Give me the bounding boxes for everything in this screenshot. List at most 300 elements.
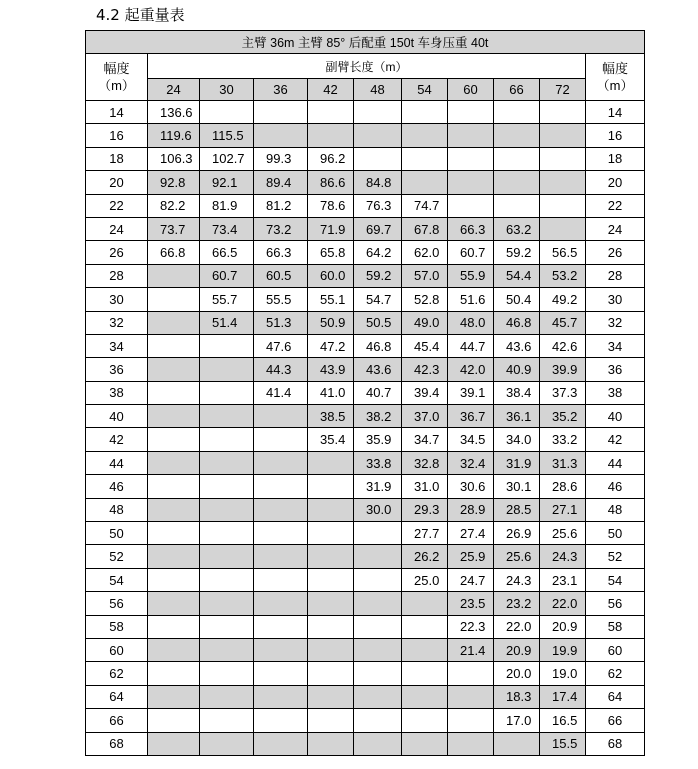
table-row	[86, 498, 645, 521]
radius-cell-left: 56	[86, 592, 148, 615]
load-value-cell: 78.6	[308, 194, 354, 217]
load-value-cell: 106.3	[148, 147, 200, 170]
radius-cell-right: 68	[586, 732, 645, 755]
load-value-cell: 60.0	[308, 264, 354, 287]
load-value-cell	[148, 685, 200, 708]
load-value-cell: 35.9	[354, 428, 402, 451]
load-value-cell	[148, 709, 200, 732]
load-value-cell: 60.5	[254, 264, 308, 287]
radius-cell-right: 64	[586, 685, 645, 708]
load-value-cell: 71.9	[308, 217, 354, 240]
load-value-cell	[354, 124, 402, 147]
load-value-cell	[540, 194, 586, 217]
load-value-cell	[308, 498, 354, 521]
radius-cell-right: 38	[586, 381, 645, 404]
load-value-cell	[494, 194, 540, 217]
load-value-cell: 86.6	[308, 171, 354, 194]
load-value-cell: 25.6	[494, 545, 540, 568]
load-value-cell: 27.7	[402, 522, 448, 545]
load-value-cell	[494, 124, 540, 147]
radius-cell-right: 60	[586, 638, 645, 661]
radius-cell-left: 62	[86, 662, 148, 685]
load-value-cell: 54.7	[354, 288, 402, 311]
table-row	[86, 709, 645, 732]
load-value-cell	[148, 381, 200, 404]
radius-cell-right: 14	[586, 101, 645, 124]
radius-cell-left: 58	[86, 615, 148, 638]
load-value-cell	[200, 615, 254, 638]
load-value-cell	[402, 662, 448, 685]
radius-cell-right: 62	[586, 662, 645, 685]
radius-cell-left: 38	[86, 381, 148, 404]
jib-length-header: 副臂长度（m）	[148, 54, 586, 79]
radius-cell-left: 54	[86, 568, 148, 591]
load-value-cell	[402, 685, 448, 708]
load-value-cell: 34.0	[494, 428, 540, 451]
load-value-cell: 18.3	[494, 685, 540, 708]
load-value-cell: 64.2	[354, 241, 402, 264]
radius-cell-left: 20	[86, 171, 148, 194]
load-value-cell: 55.9	[448, 264, 494, 287]
load-value-cell	[254, 685, 308, 708]
load-value-cell: 50.5	[354, 311, 402, 334]
load-value-cell: 25.0	[402, 568, 448, 591]
table-row	[86, 475, 645, 498]
load-value-cell: 26.2	[402, 545, 448, 568]
table-row	[86, 334, 645, 357]
table-row	[86, 217, 645, 240]
radius-cell-left: 22	[86, 194, 148, 217]
radius-cell-left: 50	[86, 522, 148, 545]
radius-cell-right: 54	[586, 568, 645, 591]
load-value-cell	[200, 101, 254, 124]
load-value-cell: 31.3	[540, 451, 586, 474]
load-value-cell	[254, 428, 308, 451]
load-value-cell	[448, 662, 494, 685]
radius-cell-right: 36	[586, 358, 645, 381]
load-value-cell: 34.5	[448, 428, 494, 451]
radius-cell-left: 24	[86, 217, 148, 240]
load-value-cell: 50.9	[308, 311, 354, 334]
load-value-cell: 41.4	[254, 381, 308, 404]
load-value-cell: 31.0	[402, 475, 448, 498]
load-value-cell	[200, 451, 254, 474]
load-value-cell	[254, 451, 308, 474]
load-value-cell	[354, 662, 402, 685]
load-value-cell: 33.2	[540, 428, 586, 451]
load-value-cell: 17.4	[540, 685, 586, 708]
load-value-cell: 63.2	[494, 217, 540, 240]
load-value-cell	[402, 615, 448, 638]
load-value-cell	[254, 475, 308, 498]
load-value-cell: 38.5	[308, 405, 354, 428]
load-value-cell: 16.5	[540, 709, 586, 732]
load-value-cell: 89.4	[254, 171, 308, 194]
load-value-cell: 115.5	[200, 124, 254, 147]
radius-header-unit: （m）	[98, 78, 135, 93]
radius-cell-right: 56	[586, 592, 645, 615]
radius-cell-left: 18	[86, 147, 148, 170]
load-value-cell	[448, 124, 494, 147]
load-value-cell: 82.2	[148, 194, 200, 217]
load-value-cell	[254, 101, 308, 124]
load-value-cell	[254, 405, 308, 428]
load-value-cell	[402, 709, 448, 732]
load-value-cell: 30.1	[494, 475, 540, 498]
load-value-cell	[402, 147, 448, 170]
load-value-cell: 35.4	[308, 428, 354, 451]
jib-length-cell: 72	[540, 79, 586, 101]
load-value-cell: 92.1	[200, 171, 254, 194]
load-value-cell: 73.2	[254, 217, 308, 240]
load-value-cell: 31.9	[354, 475, 402, 498]
load-value-cell	[254, 545, 308, 568]
load-value-cell	[148, 545, 200, 568]
load-value-cell: 23.1	[540, 568, 586, 591]
table-row	[86, 615, 645, 638]
radius-cell-left: 26	[86, 241, 148, 264]
load-value-cell: 55.7	[200, 288, 254, 311]
load-value-cell: 44.7	[448, 334, 494, 357]
jib-length-cell: 60	[448, 79, 494, 101]
load-value-cell: 50.4	[494, 288, 540, 311]
load-value-cell	[402, 592, 448, 615]
radius-cell-left: 30	[86, 288, 148, 311]
load-value-cell: 45.4	[402, 334, 448, 357]
table-row	[86, 428, 645, 451]
load-value-cell: 57.0	[402, 264, 448, 287]
radius-cell-left: 16	[86, 124, 148, 147]
radius-cell-right: 48	[586, 498, 645, 521]
load-value-cell: 24.3	[540, 545, 586, 568]
table-row	[86, 288, 645, 311]
load-value-cell	[354, 709, 402, 732]
load-value-cell	[254, 709, 308, 732]
table-row	[86, 101, 645, 124]
radius-cell-left: 44	[86, 451, 148, 474]
table-row	[86, 451, 645, 474]
jib-length-cell: 48	[354, 79, 402, 101]
load-value-cell: 73.7	[148, 217, 200, 240]
radius-header-unit: （m）	[596, 78, 634, 93]
load-value-cell: 28.5	[494, 498, 540, 521]
load-value-cell: 36.1	[494, 405, 540, 428]
load-value-cell	[354, 568, 402, 591]
load-value-cell: 36.7	[448, 405, 494, 428]
load-value-cell: 60.7	[200, 264, 254, 287]
table-row	[86, 662, 645, 685]
load-value-cell: 66.3	[448, 217, 494, 240]
radius-cell-left: 46	[86, 475, 148, 498]
load-value-cell: 43.6	[494, 334, 540, 357]
load-value-cell: 81.9	[200, 194, 254, 217]
load-value-cell	[148, 592, 200, 615]
load-value-cell: 66.3	[254, 241, 308, 264]
load-value-cell	[200, 545, 254, 568]
load-value-cell: 60.7	[448, 241, 494, 264]
radius-cell-right: 50	[586, 522, 645, 545]
load-value-cell: 32.8	[402, 451, 448, 474]
load-value-cell: 44.3	[254, 358, 308, 381]
load-value-cell: 69.7	[354, 217, 402, 240]
load-value-cell	[402, 171, 448, 194]
load-value-cell: 30.0	[354, 498, 402, 521]
load-value-cell: 51.4	[200, 311, 254, 334]
load-value-cell	[254, 638, 308, 661]
table-row	[86, 592, 645, 615]
load-value-cell: 22.0	[494, 615, 540, 638]
load-value-cell: 52.8	[402, 288, 448, 311]
jib-length-cell: 36	[254, 79, 308, 101]
load-value-cell	[448, 732, 494, 755]
radius-cell-right: 20	[586, 171, 645, 194]
load-value-cell	[354, 147, 402, 170]
radius-cell-left: 34	[86, 334, 148, 357]
table-row	[86, 171, 645, 194]
table-row	[86, 241, 645, 264]
table-row	[86, 545, 645, 568]
load-value-cell	[200, 498, 254, 521]
load-value-cell: 40.9	[494, 358, 540, 381]
radius-header-label: 幅度	[602, 61, 629, 76]
load-value-cell: 37.0	[402, 405, 448, 428]
load-value-cell: 49.0	[402, 311, 448, 334]
load-value-cell: 62.0	[402, 241, 448, 264]
jib-length-cell: 54	[402, 79, 448, 101]
load-value-cell: 76.3	[354, 194, 402, 217]
radius-cell-left: 66	[86, 709, 148, 732]
load-value-cell: 42.0	[448, 358, 494, 381]
load-value-cell: 55.5	[254, 288, 308, 311]
load-value-cell	[200, 334, 254, 357]
load-value-cell: 30.6	[448, 475, 494, 498]
load-value-cell: 41.0	[308, 381, 354, 404]
load-value-cell	[148, 498, 200, 521]
load-value-cell	[200, 662, 254, 685]
load-value-cell	[200, 568, 254, 591]
load-value-cell	[308, 709, 354, 732]
load-value-cell	[148, 358, 200, 381]
table-row	[86, 358, 645, 381]
radius-cell-right: 22	[586, 194, 645, 217]
load-value-cell: 33.8	[354, 451, 402, 474]
load-value-cell: 54.4	[494, 264, 540, 287]
load-value-cell: 20.9	[494, 638, 540, 661]
load-value-cell: 24.7	[448, 568, 494, 591]
load-value-cell: 51.6	[448, 288, 494, 311]
load-value-cell	[354, 101, 402, 124]
load-value-cell	[148, 615, 200, 638]
radius-cell-left: 40	[86, 405, 148, 428]
load-value-cell	[308, 568, 354, 591]
radius-header-left	[86, 54, 148, 101]
jib-length-cell: 66	[494, 79, 540, 101]
table-row	[86, 264, 645, 287]
table-row	[86, 732, 645, 755]
load-value-cell	[200, 358, 254, 381]
header-row	[86, 54, 645, 79]
radius-cell-right: 16	[586, 124, 645, 147]
load-value-cell: 23.2	[494, 592, 540, 615]
table-caption: 主臂 36m 主臂 85° 后配重 150t 车身压重 40t	[86, 31, 645, 54]
load-value-cell: 17.0	[494, 709, 540, 732]
load-value-cell: 26.9	[494, 522, 540, 545]
load-value-cell	[148, 475, 200, 498]
load-value-cell: 19.0	[540, 662, 586, 685]
load-value-cell: 29.3	[402, 498, 448, 521]
radius-cell-right: 26	[586, 241, 645, 264]
load-value-cell: 102.7	[200, 147, 254, 170]
radius-cell-right: 66	[586, 709, 645, 732]
radius-cell-right: 46	[586, 475, 645, 498]
load-value-cell	[148, 522, 200, 545]
load-value-cell	[448, 194, 494, 217]
load-value-cell: 136.6	[148, 101, 200, 124]
load-value-cell: 32.4	[448, 451, 494, 474]
load-value-cell	[448, 101, 494, 124]
load-value-cell	[200, 522, 254, 545]
load-value-cell	[402, 732, 448, 755]
load-value-cell	[354, 638, 402, 661]
load-value-cell	[540, 124, 586, 147]
load-value-cell	[540, 217, 586, 240]
load-value-cell	[254, 522, 308, 545]
load-value-cell: 67.8	[402, 217, 448, 240]
radius-cell-left: 60	[86, 638, 148, 661]
radius-cell-right: 18	[586, 147, 645, 170]
jib-lengths-row	[86, 79, 645, 101]
load-value-cell	[200, 709, 254, 732]
load-value-cell: 31.9	[494, 451, 540, 474]
load-value-cell: 43.6	[354, 358, 402, 381]
jib-length-cell: 30	[200, 79, 254, 101]
load-value-cell: 59.2	[494, 241, 540, 264]
load-value-cell: 84.8	[354, 171, 402, 194]
load-value-cell: 81.2	[254, 194, 308, 217]
load-value-cell: 49.2	[540, 288, 586, 311]
radius-cell-left: 52	[86, 545, 148, 568]
load-value-cell: 46.8	[354, 334, 402, 357]
load-value-cell: 66.8	[148, 241, 200, 264]
radius-cell-left: 68	[86, 732, 148, 755]
table-row	[86, 638, 645, 661]
load-value-cell	[354, 615, 402, 638]
load-value-cell	[494, 171, 540, 194]
load-value-cell: 37.3	[540, 381, 586, 404]
load-value-cell	[200, 428, 254, 451]
load-value-cell: 28.6	[540, 475, 586, 498]
load-value-cell: 20.9	[540, 615, 586, 638]
load-value-cell: 38.4	[494, 381, 540, 404]
load-value-cell: 53.2	[540, 264, 586, 287]
load-value-cell	[308, 101, 354, 124]
load-value-cell: 51.3	[254, 311, 308, 334]
load-value-cell: 46.8	[494, 311, 540, 334]
load-value-cell	[540, 101, 586, 124]
radius-cell-left: 42	[86, 428, 148, 451]
load-value-cell: 39.9	[540, 358, 586, 381]
radius-header-label: 幅度	[103, 61, 130, 76]
load-value-cell: 27.4	[448, 522, 494, 545]
load-value-cell: 92.8	[148, 171, 200, 194]
load-value-cell: 20.0	[494, 662, 540, 685]
radius-header-right	[586, 54, 645, 101]
radius-cell-right: 28	[586, 264, 645, 287]
load-value-cell	[354, 592, 402, 615]
load-value-cell: 15.5	[540, 732, 586, 755]
radius-cell-right: 40	[586, 405, 645, 428]
load-value-cell	[148, 568, 200, 591]
load-value-cell: 47.2	[308, 334, 354, 357]
load-value-cell: 99.3	[254, 147, 308, 170]
load-value-cell: 56.5	[540, 241, 586, 264]
load-value-cell: 21.4	[448, 638, 494, 661]
table-row	[86, 685, 645, 708]
load-value-cell	[402, 101, 448, 124]
load-value-cell	[200, 475, 254, 498]
load-value-cell: 65.8	[308, 241, 354, 264]
radius-cell-left: 32	[86, 311, 148, 334]
table-row	[86, 311, 645, 334]
load-value-cell	[540, 171, 586, 194]
load-value-cell	[308, 662, 354, 685]
load-value-cell	[148, 405, 200, 428]
load-value-cell	[254, 732, 308, 755]
load-value-cell	[494, 732, 540, 755]
load-value-cell: 74.7	[402, 194, 448, 217]
load-value-cell	[254, 615, 308, 638]
radius-cell-left: 64	[86, 685, 148, 708]
load-value-cell	[448, 147, 494, 170]
load-value-cell	[308, 451, 354, 474]
table-row	[86, 568, 645, 591]
load-value-cell	[308, 685, 354, 708]
radius-cell-right: 58	[586, 615, 645, 638]
load-value-cell: 55.1	[308, 288, 354, 311]
load-value-cell	[448, 709, 494, 732]
load-value-cell	[148, 662, 200, 685]
load-value-cell: 22.0	[540, 592, 586, 615]
load-value-cell	[200, 685, 254, 708]
load-value-cell	[148, 311, 200, 334]
load-value-cell	[148, 264, 200, 287]
load-value-cell	[148, 451, 200, 474]
load-value-cell: 25.6	[540, 522, 586, 545]
load-value-cell: 28.9	[448, 498, 494, 521]
jib-length-cell: 42	[308, 79, 354, 101]
table-row	[86, 147, 645, 170]
load-value-cell: 47.6	[254, 334, 308, 357]
load-value-cell: 35.2	[540, 405, 586, 428]
load-value-cell: 43.9	[308, 358, 354, 381]
load-value-cell	[354, 545, 402, 568]
load-value-cell	[148, 732, 200, 755]
load-value-cell: 42.3	[402, 358, 448, 381]
load-value-cell: 45.7	[540, 311, 586, 334]
load-value-cell: 119.6	[148, 124, 200, 147]
load-value-cell	[308, 475, 354, 498]
load-value-cell: 42.6	[540, 334, 586, 357]
load-value-cell	[308, 124, 354, 147]
radius-cell-right: 52	[586, 545, 645, 568]
radius-cell-right: 44	[586, 451, 645, 474]
load-value-cell: 73.4	[200, 217, 254, 240]
load-value-cell	[354, 685, 402, 708]
load-value-cell	[200, 405, 254, 428]
load-value-cell	[308, 592, 354, 615]
load-value-cell: 24.3	[494, 568, 540, 591]
radius-cell-right: 32	[586, 311, 645, 334]
